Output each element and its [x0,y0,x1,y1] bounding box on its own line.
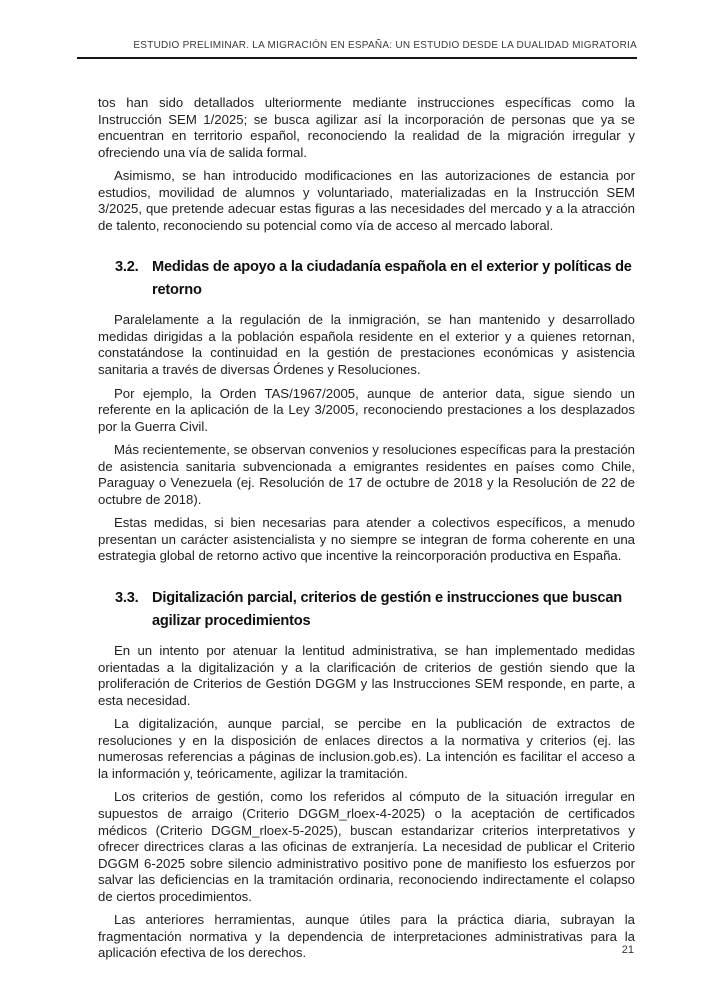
page-body [98,95,635,962]
paragraph: Por ejemplo, la Orden TAS/1967/2005, aunque de anterior data, sigue siendo un referente en la aplicación de la Ley 3/2005, reconociendo prestaciones a los desplazados por la Guerra Civil. [98,385,635,434]
paragraph: Estas medidas, si bien necesarias para atender a colectivos específicos, a menudo presentan un carácter asistencialista y no siempre se integran de forma coherente en una estrategia global de retorno activo que incentive la reincorporación productiva en España. [98,515,635,564]
section-title: Digitalización parcial, criterios de gestión e instrucciones que buscan agilizar procedimientos [152,590,622,629]
paragraph: tos han sido detallados ulteriormente mediante instrucciones específicas como la Instrucción SEM 1/2025; se busca agilizar así la incorporación de personas que ya se encuentran en territorio español, reconociendo la realidad de la migración irregular y ofreciendo una vía de salida formal. [98,95,635,160]
paragraph: Paralelamente a la regulación de la inmigración, se han mantenido y desarrollado medidas dirigidas a la población española residente en el exterior y a quienes retornan, constatándose la continuidad en la gestión de prestaciones económicas y asistencia sanitaria a través de diversas Órdenes y Resoluciones. [98,312,635,378]
header-rule [77,57,637,59]
section-heading-3-3 [115,587,635,632]
running-header [77,40,637,59]
section-title: Medidas de apoyo a la ciudadanía española en el exterior y políticas de retorno [152,259,632,298]
paragraph: La digitalización, aunque parcial, se percibe en la publicación de extractos de resoluciones y en la disposición de enlaces directos a la normativa y criterios (ej. las numerosas referencias a páginas de inclusion.gob.es). La intención es facilitar el acceso a la información y, teóricamente, agilizar la tramitación. [98,716,635,781]
paragraph: Los criterios de gestión, como los referidos al cómputo de la situación irregular en supuestos de arraigo (Criterio DGGM_rloex-4-2025) o la aceptación de certificados médicos (Criterio DGGM_rloex-5-2025), buscan estandarizar criterios interpretativos y ofrecer directrices claras a las oficinas de extranjería. La necesidad de publicar el Criterio DGGM 6-2025 sobre silencio administrativo positivo pone de manifiesto los esfuerzos por salvar las deficiencias en la tramitación ordinaria, reconociendo indirectamente el colapso de ciertos procedimientos. [98,789,635,904]
paragraph: En un intento por atenuar la lentitud administrativa, se han implementado medidas orientadas a la digitalización y a la clarificación de criterios de gestión siendo que la proliferación de Criterios de Gestión DGGM y las Instrucciones SEM responde, en parte, a esta necesidad. [98,643,635,708]
section-number: 3.3. [115,590,139,607]
page-number: 21 [621,944,634,956]
section-number: 3.2. [115,259,139,276]
section-heading-3-2 [115,256,635,301]
paragraph: Asimismo, se han introducido modificaciones en las autorizaciones de estancia por estudios, movilidad de alumnos y voluntariado, materializadas en la Instrucción SEM 3/2025, que pretende adecuar estas figuras a las necesidades del mercado y a la atracción de talento, reconociendo su potencial como vía de acceso al mercado laboral. [98,168,635,233]
paragraph: Las anteriores herramientas, aunque útiles para la práctica diaria, subrayan la fragmentación normativa y la dependencia de interpretaciones administrativas para la aplicación efectiva de los derechos. [98,912,635,961]
running-head-title: ESTUDIO PRELIMINAR. LA MIGRACIÓN EN ESPAÑA: UN ESTUDIO DESDE LA DUALIDAD MIGRATORIA [133,40,637,51]
paragraph: Más recientemente, se observan convenios y resoluciones específicas para la prestación de asistencia sanitaria subvencionada a emigrantes residentes en países como Chile, Paraguay o Venezuela (ej. Resolución de 17 de octubre de 2018 y la Resolución de 22 de octubre de 2018). [98,442,635,507]
content-area [77,0,637,969]
